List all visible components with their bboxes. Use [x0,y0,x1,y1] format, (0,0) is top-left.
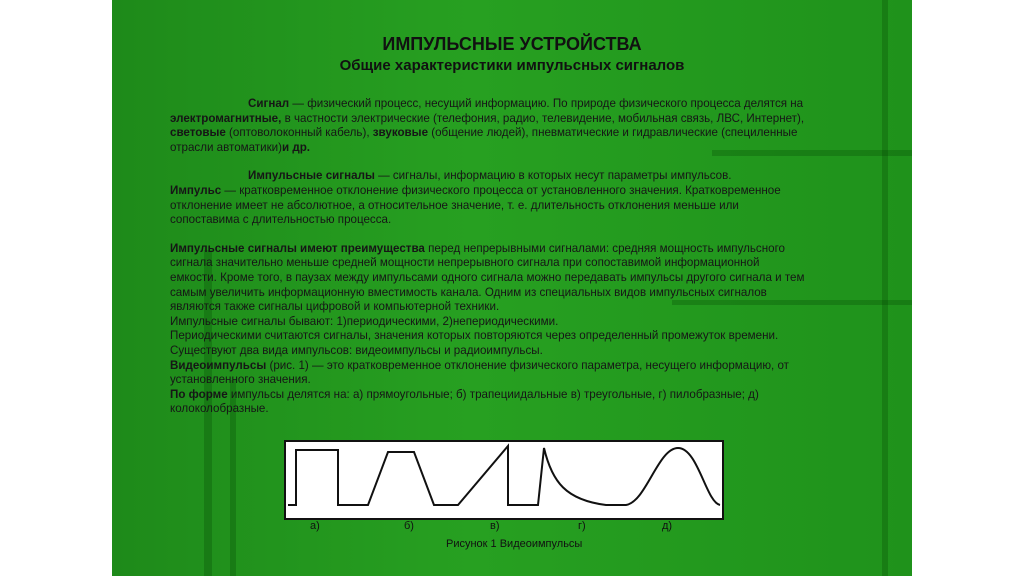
pulse-shapes [286,442,722,518]
text: импульсы делятся на: а) прямоугольные; б) трапециидальные в) треугольные, г) пилобразные; д) [227,387,759,401]
paragraph-line: сигнала значительно меньше средней мощности непрерывного сигнала при сопоставимой информационной [170,256,760,270]
paragraph-line: Периодическими считаются сигналы, значения которых повторяются через определенный промежуток времени. [170,329,779,343]
paragraph-line [170,97,875,112]
paragraph-line: отклонение имеет не абсолютное, а относительное значение, т. е. длительность отклонения меньше или [170,198,739,212]
decorative-stripe [882,0,888,576]
term: электромагнитные, [170,111,282,125]
bell-pulse [616,448,720,505]
text: — сигналы, информацию в которых несут параметры импульсов. [374,169,732,183]
paragraph-line [170,242,875,257]
paragraph-line [170,184,875,199]
term: Видеоимпульсы [170,358,267,372]
pulse-figure-frame [284,440,724,520]
term: Импульс [170,183,222,197]
text: в частности электрические (телефония, радио, телевидение, мобильная связь, ЛВС, Интернет), [281,111,805,125]
figure-label-b: б) [404,520,414,532]
text: — физический процесс, несущий информацию. По природе физического процесса делятся на [289,97,804,110]
text: (оптоволоконный кабель), [225,126,373,140]
paragraph-line [170,169,875,184]
paragraph-line: сопоставима с длительностью процесса. [170,213,392,227]
trapezoidal-pulse [356,452,446,505]
term: Импульсные сигналы [248,169,375,183]
slide-title: ИМПУЛЬСНЫЕ УСТРОЙСТВА [382,34,642,54]
term: световые [170,126,226,140]
paragraph-line: самым увеличить информационную вместимость канала. Одним из специальных видов импульсных сигналов [170,285,767,299]
term: По форме [170,387,228,401]
figure-label-g: г) [578,520,586,532]
rectangular-pulse [288,450,356,505]
slide-subtitle: Общие характеристики импульсных сигналов [339,57,685,74]
spacer [170,155,875,169]
spacer [170,228,875,242]
text: отрасли автоматики) [170,140,282,154]
paragraph-line: колоколобразные. [170,402,269,416]
paragraph-line: установленного значения. [170,373,311,387]
paragraph-line [170,141,875,156]
text: перед непрерывными сигналами: средняя мощность импульсного [424,241,785,255]
figure-label-v: в) [490,520,500,532]
text: — кратковременное отклонение физического процесса от установленного значения. Кратковременное [221,183,781,197]
paragraph-line: емкости. Кроме того, в паузах между импульсами одного сигнала можно передавать импульсы другого сигнала и тем [170,270,805,284]
term: звуковые [372,126,429,140]
paragraph-line: Импульсные сигналы бывают: 1)периодическими, 2)непериодическими. [170,314,559,328]
figure-label-a: а) [310,520,320,532]
paragraph-line: являются также сигналы цифровой и компьютерной техники. [170,300,500,314]
figure-label-d: д) [662,520,673,532]
slide-body [170,97,875,417]
paragraph-line: Существуют два вида импульсов: видеоимпульсы и радиоимпульсы. [170,343,543,357]
text: (общение людей), пневматические и гидравлические (специленные [428,126,798,140]
paragraph-line [170,126,875,141]
triangular-pulse [446,446,522,505]
text: (рис. 1) — это кратковременное отклонение физического параметра, несущего информацию, от [266,358,789,372]
figure-caption: Рисунок 1 Видеоимпульсы [446,538,583,550]
term: Импульсные сигналы имеют преимущества [170,241,425,255]
sawtooth-pulse [522,448,616,505]
paragraph-line [170,359,875,374]
term: Сигнал [248,97,290,110]
paragraph-line [170,112,875,127]
paragraph-line [170,388,875,403]
term: и др. [282,140,311,154]
